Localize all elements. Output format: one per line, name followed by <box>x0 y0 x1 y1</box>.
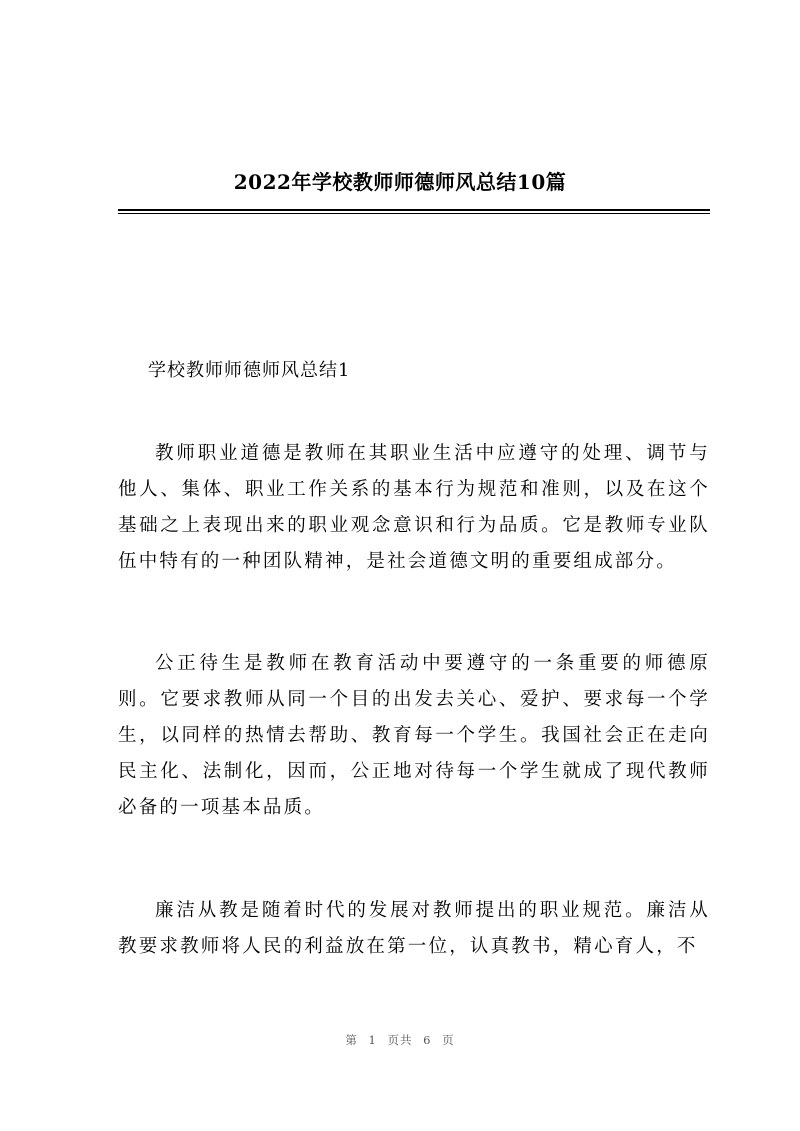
body-paragraph: 教师职业道德是教师在其职业生活中应遵守的处理、调节与他人、集体、职业工作关系的基本行为规范和准则，以及在这个基础之上表现出来的职业观念意识和行为品质。它是教师专业队伍中特有的一种团队精神，是社会道德文明的重要组成部分。 <box>118 443 710 572</box>
page-number-footer: 第 1 页共 6 页 <box>345 1033 455 1047</box>
title-underline-thin <box>118 213 710 214</box>
section-heading: 学校教师师德师风总结1 <box>148 360 351 381</box>
body-paragraph: 廉洁从教是随着时代的发展对教师提出的职业规范。廉洁从教要求教师将人民的利益放在第一位，认真教书，精心育人，不 <box>118 900 710 957</box>
body-paragraph: 公正待生是教师在教育活动中要遵守的一条重要的师德原则。它要求教师从同一个目的出发去关心、爱护、要求每一个学生，以同样的热情去帮助、教育每一个学生。我国社会正在走向民主化、法制化，因而，公正地对待每一个学生就成了现代教师必备的一项基本品质。 <box>118 653 710 818</box>
title-underline <box>118 209 710 211</box>
document-title: 2022年学校教师师德师风总结10篇 <box>233 170 567 194</box>
